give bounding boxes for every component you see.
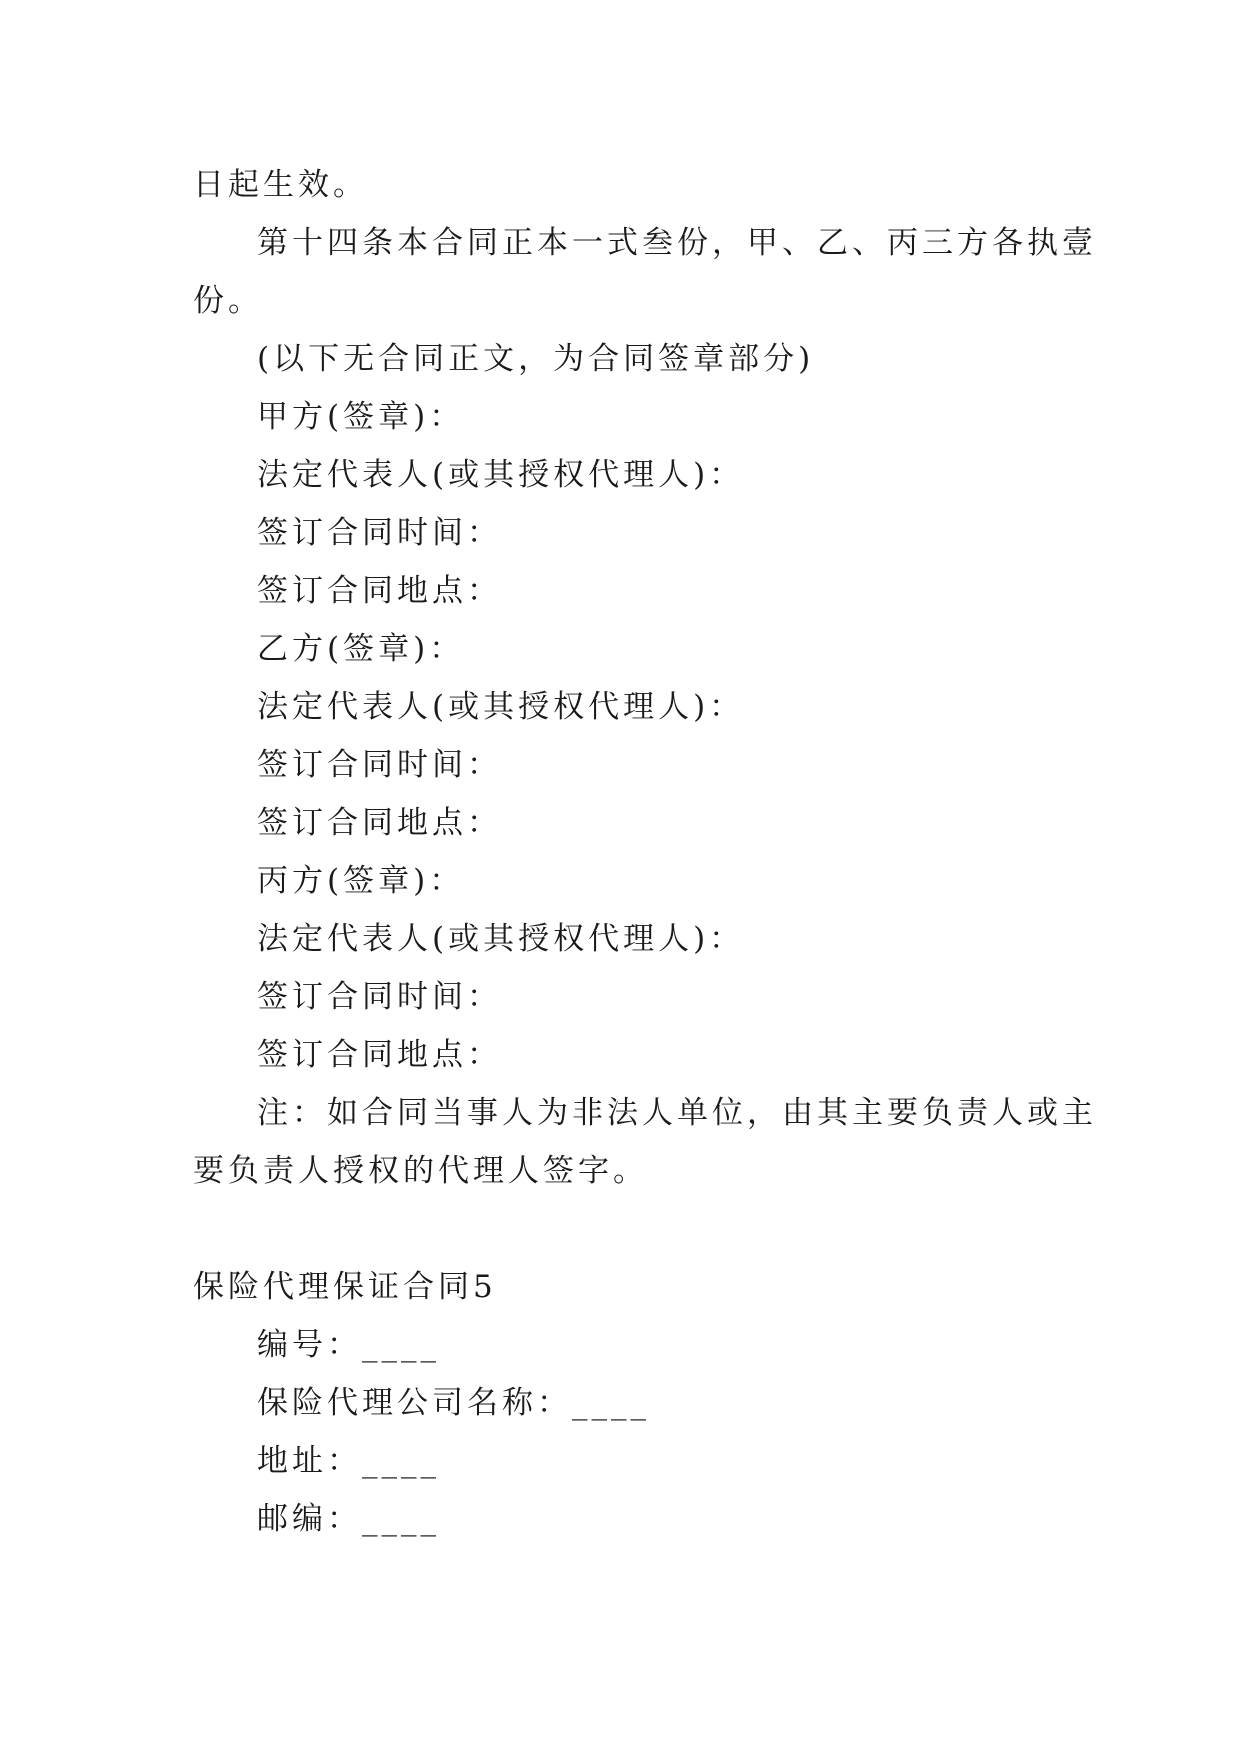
text-line: 签订合同时间：: [257, 979, 502, 1015]
text-line: 法定代表人(或其授权代理人)：: [257, 457, 745, 493]
text-line: (以下无合同正文，为合同签章部分): [257, 341, 815, 377]
section-title: 保险代理保证合同5: [193, 1269, 497, 1305]
text-line: 乙方(签章)：: [257, 631, 465, 667]
text-line: 份。: [193, 283, 263, 319]
text-line: 地址：____: [257, 1443, 440, 1479]
text-line: 法定代表人(或其授权代理人)：: [257, 921, 745, 957]
text-line: 甲方(签章)：: [257, 399, 465, 435]
text-line: 要负责人授权的代理人签字。: [193, 1153, 648, 1189]
text-line: 编号：____: [257, 1327, 440, 1363]
text-line: 日起生效。: [193, 167, 368, 203]
text-line: 丙方(签章)：: [257, 863, 465, 899]
text-line: 签订合同地点：: [257, 573, 502, 609]
text-line: 第十四条本合同正本一式叁份，甲、乙、丙三方各执壹: [257, 225, 1097, 261]
text-line: 注：如合同当事人为非法人单位，由其主要负责人或主: [257, 1095, 1097, 1131]
text-line: 签订合同时间：: [257, 747, 502, 783]
text-line: 签订合同地点：: [257, 1037, 502, 1073]
text-line: 法定代表人(或其授权代理人)：: [257, 689, 745, 725]
text-line: 保险代理公司名称：____: [257, 1385, 650, 1421]
text-line: 签订合同时间：: [257, 515, 502, 551]
text-line: 签订合同地点：: [257, 805, 502, 841]
text-line: 邮编：____: [257, 1501, 440, 1537]
